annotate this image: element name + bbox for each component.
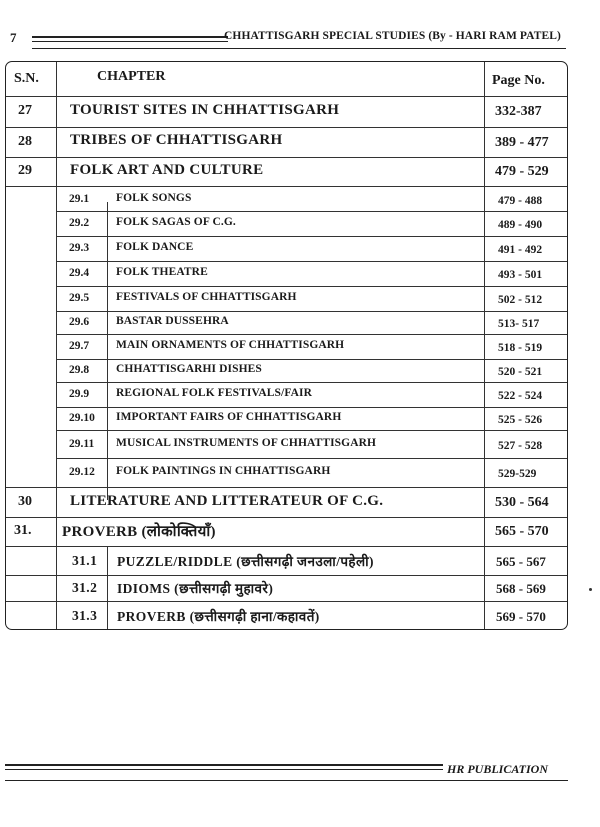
footer-rule: [5, 769, 443, 770]
subsection-pages: 491 - 492: [498, 244, 543, 256]
sub-row-rule: [56, 286, 567, 287]
subsection-number: 29.12: [69, 466, 95, 478]
subsection-number: 31.3: [72, 608, 98, 623]
subsection-title: FOLK SONGS: [116, 192, 192, 204]
subsection-title: FOLK DANCE: [116, 241, 194, 253]
subsection-pages: 525 - 526: [498, 414, 543, 426]
subsection-title: FOLK PAINTINGS IN CHHATTISGARH: [116, 465, 331, 477]
sub-row-rule: [56, 211, 567, 212]
footer-underline: [5, 780, 568, 781]
row-sn: 28: [18, 134, 32, 149]
column-header-sn: S.N.: [14, 71, 39, 86]
subsection-number: 29.3: [69, 242, 90, 254]
column-header-pages: Page No.: [492, 73, 545, 88]
row-chapter: FOLK ART AND CULTURE: [70, 162, 264, 178]
subsection-title: CHHATTISGARHI DISHES: [116, 363, 262, 375]
sub-row-rule: [56, 261, 567, 262]
subsection-pages: 520 - 521: [498, 366, 543, 378]
sub-row-rule: [56, 236, 567, 237]
subsection-pages: 479 - 488: [498, 195, 543, 207]
column-divider-sn: [56, 62, 57, 629]
subsection-title: IMPORTANT FAIRS OF CHHATTISGARH: [116, 411, 342, 423]
page-header: [10, 28, 566, 54]
row-sn: 27: [18, 103, 32, 118]
subsection-title: FESTIVALS OF CHHATTISGARH: [116, 291, 297, 303]
subsection-number: 29.10: [69, 412, 95, 424]
subsection-title: PUZZLE/RIDDLE (छत्तीसगढ़ी जनउला/पहेली): [117, 554, 374, 569]
publisher-name: HR PUBLICATION: [447, 762, 549, 776]
subsection-number: 29.9: [69, 388, 90, 400]
subsection-pages: 565 - 567: [496, 554, 546, 569]
subsection-pages: 568 - 569: [496, 581, 546, 596]
contents-table: [5, 61, 568, 630]
subsection-title: FOLK SAGAS OF C.G.: [116, 216, 236, 228]
row-chapter: PROVERB (लोकोक्तियाँ): [62, 524, 216, 540]
subsection-pages: 518 - 519: [498, 342, 543, 354]
stray-dot: [589, 588, 592, 591]
subsection-title: IDIOMS (छत्तीसगढ़ी मुहावरे): [117, 581, 274, 596]
subsection-title: PROVERB (छत्तीसगढ़ी हाना/कहावतें): [117, 609, 320, 624]
header-underline: [32, 48, 566, 49]
row-rule: [6, 517, 567, 518]
footer-rule: [5, 764, 443, 766]
sub-row-rule: [56, 407, 567, 408]
header-row-rule: [6, 96, 567, 97]
subsection-number: 29.7: [69, 340, 90, 352]
subsection-pages: 522 - 524: [498, 390, 543, 402]
row-pages: 530 - 564: [495, 495, 549, 510]
subsection-pages: 529-529: [498, 468, 537, 480]
subsection-pages: 502 - 512: [498, 294, 543, 306]
subsection-title: BASTAR DUSSEHRA: [116, 315, 229, 327]
subsection-pages: 527 - 528: [498, 440, 543, 452]
column-divider-pages: [484, 62, 485, 629]
subsection-number: 29.2: [69, 217, 90, 229]
subsection-number: 29.6: [69, 316, 90, 328]
subsection-number: 31.2: [72, 580, 98, 595]
subsection-title: REGIONAL FOLK FESTIVALS/FAIR: [116, 387, 313, 399]
row-pages: 479 - 529: [495, 164, 549, 179]
page-footer: [5, 762, 568, 792]
column-header-chapter: CHAPTER: [97, 69, 166, 84]
subsection-pages: 493 - 501: [498, 269, 543, 281]
subsection-number: 29.4: [69, 267, 90, 279]
row-rule: [6, 487, 567, 488]
row-chapter: LITERATURE AND LITTERATEUR OF C.G.: [70, 493, 384, 509]
header-rule: [32, 36, 228, 42]
subsection-pages: 569 - 570: [496, 609, 546, 624]
subsection-number: 29.5: [69, 292, 90, 304]
page-number: 7: [10, 30, 17, 45]
row-sn: 30: [18, 494, 32, 509]
subsection-number: 29.8: [69, 364, 90, 376]
sub-row-rule: [56, 458, 567, 459]
subsection-title: FOLK THEATRE: [116, 266, 208, 278]
sub-row-rule: [56, 359, 567, 360]
subsection-divider-29: [107, 202, 108, 500]
subsection-pages: 513- 517: [498, 318, 540, 330]
sub-row-rule: [56, 311, 567, 312]
row-rule: [6, 186, 567, 187]
row-rule: [6, 157, 567, 158]
sub-row-rule: [56, 430, 567, 431]
row-sn: 29: [18, 163, 32, 178]
subsection-title: MAIN ORNAMENTS OF CHHATTISGARH: [116, 339, 345, 351]
subsection-divider-31: [107, 546, 108, 629]
row-chapter: TOURIST SITES IN CHHATTISGARH: [70, 102, 340, 118]
row-rule: [6, 546, 567, 547]
row-pages: 389 - 477: [495, 135, 549, 150]
row-pages: 332-387: [495, 104, 542, 119]
row-sn: 31.: [14, 523, 32, 538]
row-pages: 565 - 570: [495, 524, 549, 539]
row-rule: [6, 127, 567, 128]
sub-row-rule: [56, 334, 567, 335]
subsection-number: 29.11: [69, 438, 95, 450]
subsection-number: 29.1: [69, 193, 90, 205]
row-rule: [6, 601, 567, 602]
row-chapter: TRIBES OF CHHATTISGARH: [70, 132, 283, 148]
subsection-number: 31.1: [72, 553, 98, 568]
subsection-pages: 489 - 490: [498, 219, 543, 231]
subsection-title: MUSICAL INSTRUMENTS OF CHHATTISGARH: [116, 437, 377, 449]
sub-row-rule: [56, 382, 567, 383]
running-title: CHHATTISGARH SPECIAL STUDIES (By - HARI RAM PATEL): [224, 30, 561, 42]
row-rule: [6, 575, 567, 576]
